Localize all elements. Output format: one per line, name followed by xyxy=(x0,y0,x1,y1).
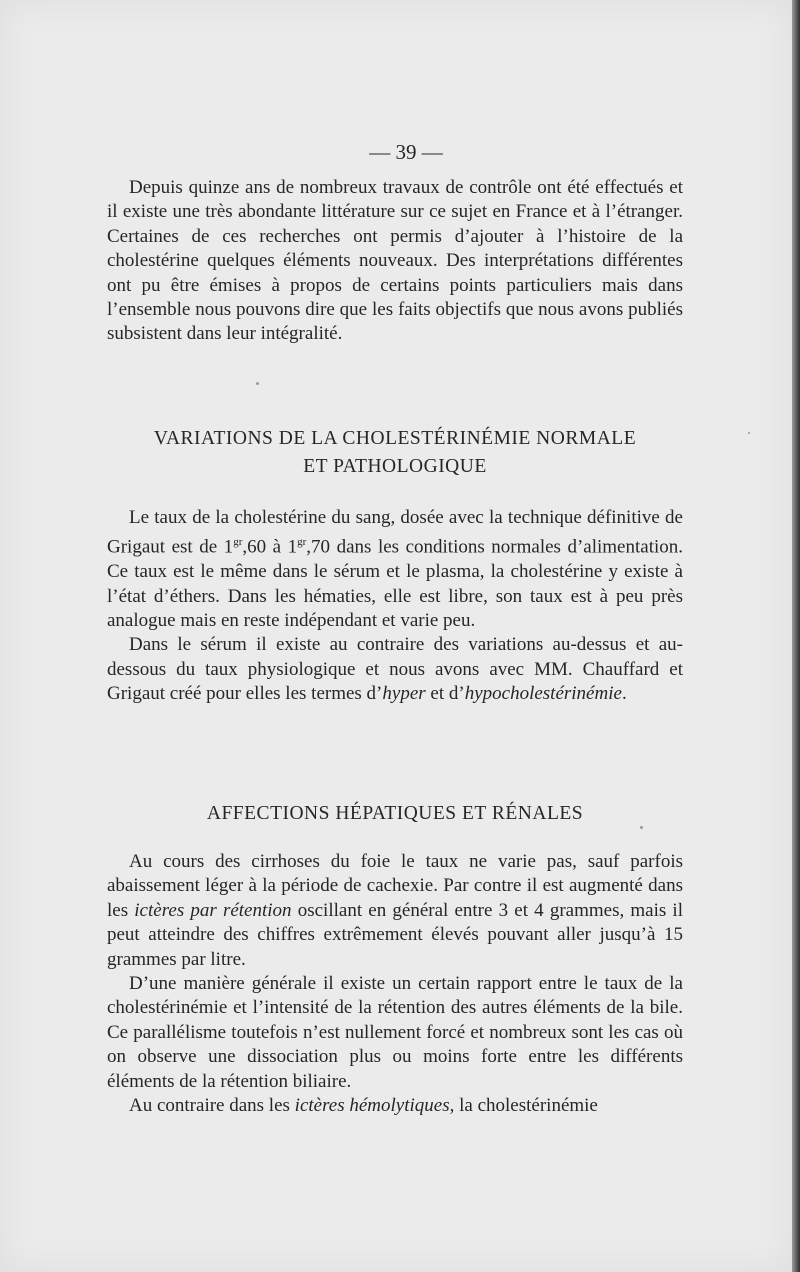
paper-speck xyxy=(748,432,750,434)
section-heading-affections: AFFECTIONS HÉPATIQUES ET RÉNALES xyxy=(206,803,584,824)
paper-speck xyxy=(256,382,259,385)
text-run: . xyxy=(621,683,627,705)
affections-section xyxy=(107,850,683,1118)
heading-line-1: VARIATIONS DE LA CHOLESTÉRINÉMIE NORMALE xyxy=(153,428,637,449)
unit-superscript: gr xyxy=(297,536,307,549)
italic-term-icteres-hemolytiques: ictères hémolytiques xyxy=(294,1095,450,1117)
affections-paragraph-1 xyxy=(107,850,683,972)
paper-speck xyxy=(640,826,643,829)
text-run: Le taux de la cholestérine du sang, dosée avec la technique définitive de Grigaut est de 1 xyxy=(107,507,683,558)
unit-superscript: gr xyxy=(233,536,243,549)
text-run: Au cours des cirrhoses du foie le taux ne varie pas, sauf parfois abaissement léger à la période de cachexie. Par contre il est augmenté dans les xyxy=(107,851,683,921)
text-run: Dans le sérum il existe au contraire des variations au-dessus et au-dessous du taux physiologique et nous avons avec MM. Chauffard et Grigaut créé pour elles les termes d’ xyxy=(107,634,683,705)
italic-term-hyper: hyper xyxy=(382,683,426,705)
heading-line-2: ET PATHOLOGIQUE xyxy=(303,456,487,477)
variations-section xyxy=(107,506,683,707)
italic-term-icteres-retention: ictères par rétention xyxy=(134,899,292,921)
text-run: ,70 dans les conditions normales d’alimentation. Ce taux est le même dans le sérum et le plasma, la cholestérine y existe à l’état d’éthers. Dans les hématies, elle est libre, son taux est à peu près analogue mais en reste indépendant et varie peu. xyxy=(107,536,684,631)
page-edge-shadow xyxy=(792,0,800,1272)
affections-paragraph-2: D’une manière générale il existe un certain rapport entre le taux de la cholestérinémie et l’intensité de la rétention des autres éléments de la bile. Ce parallélisme toutefois n’est nullement forcé et nombreux sont les cas où on observe une dissociation plus ou moins forte entre les différents éléments de la rétention biliaire. xyxy=(107,973,683,1092)
text-run: Au contraire dans les xyxy=(129,1095,295,1117)
intro-paragraph: Depuis quinze ans de nombreux travaux de contrôle ont été effectués et il existe une très abondante littérature sur ce sujet en France et à l’étranger. Certaines de ces recherches ont permis d’ajouter à l’histoire de la cholestérine quelques éléments nouveaux. Des interprétations différentes ont pu être émises à propos de certains points particuliers mais dans l’ensemble nous pouvons dire que les faits objectifs que nous avons publiés subsistent dans leur intégralité. xyxy=(107,177,683,345)
text-run: ,60 à 1 xyxy=(242,536,298,558)
variations-paragraph-1 xyxy=(107,506,683,633)
variations-paragraph-2 xyxy=(107,633,683,706)
text-run: oscillant en général entre 3 et 4 grammes, mais il peut atteindre des chiffres extrêmement élevés pouvant aller jusqu’à 15 grammes par litre. xyxy=(107,899,683,970)
page-number: — 39 — xyxy=(369,140,443,164)
intro-section xyxy=(107,176,683,347)
affections-paragraph-3 xyxy=(107,1094,683,1118)
text-run: et d’ xyxy=(425,683,465,705)
text-run: , la cholestérinémie xyxy=(449,1095,598,1117)
italic-term-hypocholesterinemie: hypocholestérinémie xyxy=(464,683,622,705)
section-heading-variations xyxy=(107,425,683,481)
